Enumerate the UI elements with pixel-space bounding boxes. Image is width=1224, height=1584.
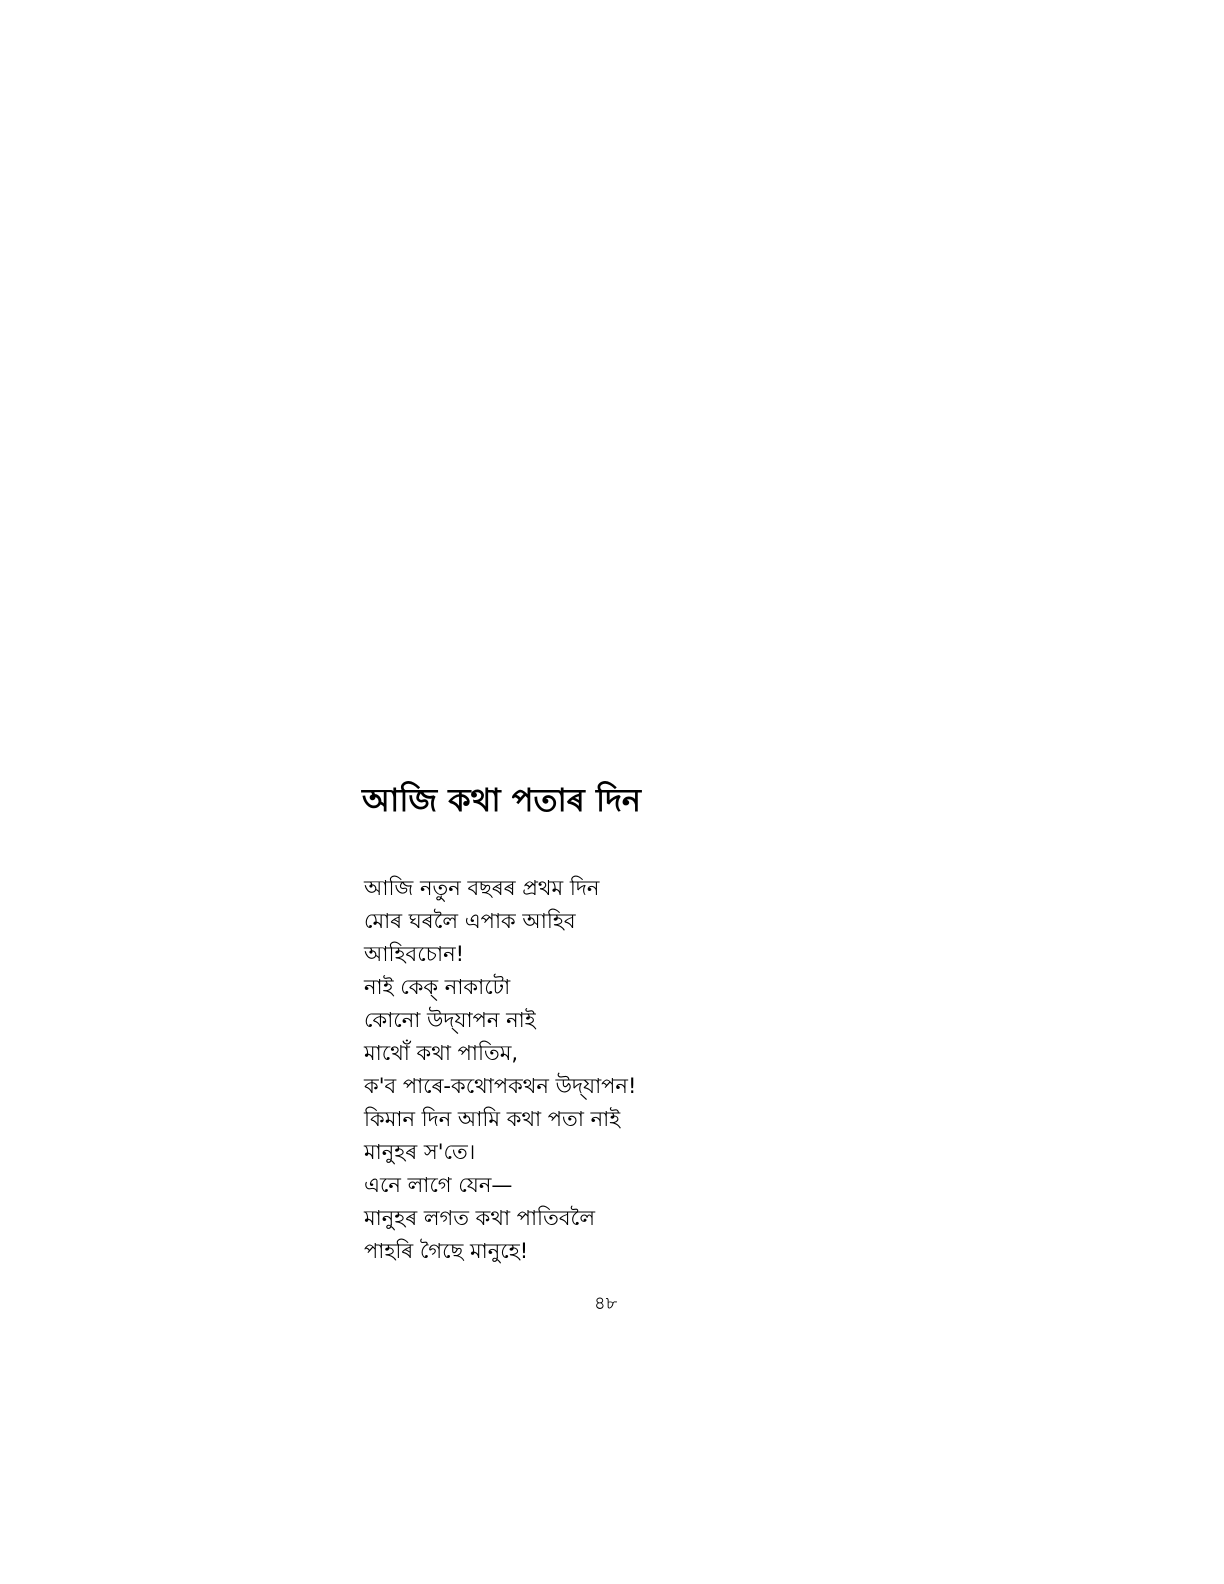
poem-line: মাথোঁ কথা পাতিম, (364, 1041, 519, 1065)
poem-line: নাই কেক্ নাকাটো (364, 975, 511, 999)
poem-line: মোৰ ঘৰলৈ এপাক আহিব (364, 909, 576, 933)
poem-line: আহিবচোন! (364, 942, 465, 966)
poem-body (364, 872, 636, 1268)
poem-line: পাহৰি গৈছে মানুহে! (364, 1239, 529, 1263)
poem-title: আজি কথা পতাৰ দিন (362, 781, 642, 819)
poem-line: কিমান দিন আমি কথা পতা নাই (364, 1107, 621, 1131)
poem-line: মানুহৰ লগত কথা পাতিবলৈ (364, 1206, 595, 1230)
poem-line: আজি নতুন বছৰৰ প্ৰথম দিন (364, 876, 600, 900)
page-number: ৪৮ (594, 1293, 618, 1314)
poem-line: এনে লাগে যেন— (364, 1173, 513, 1197)
poem-line: মানুহৰ স'তে। (364, 1140, 476, 1164)
poem-line: কোনো উদ্‌যাপন নাই (364, 1008, 536, 1032)
poem-line: ক'ব পাৰে-কথোপকথন উদ্‌যাপন! (364, 1074, 637, 1098)
